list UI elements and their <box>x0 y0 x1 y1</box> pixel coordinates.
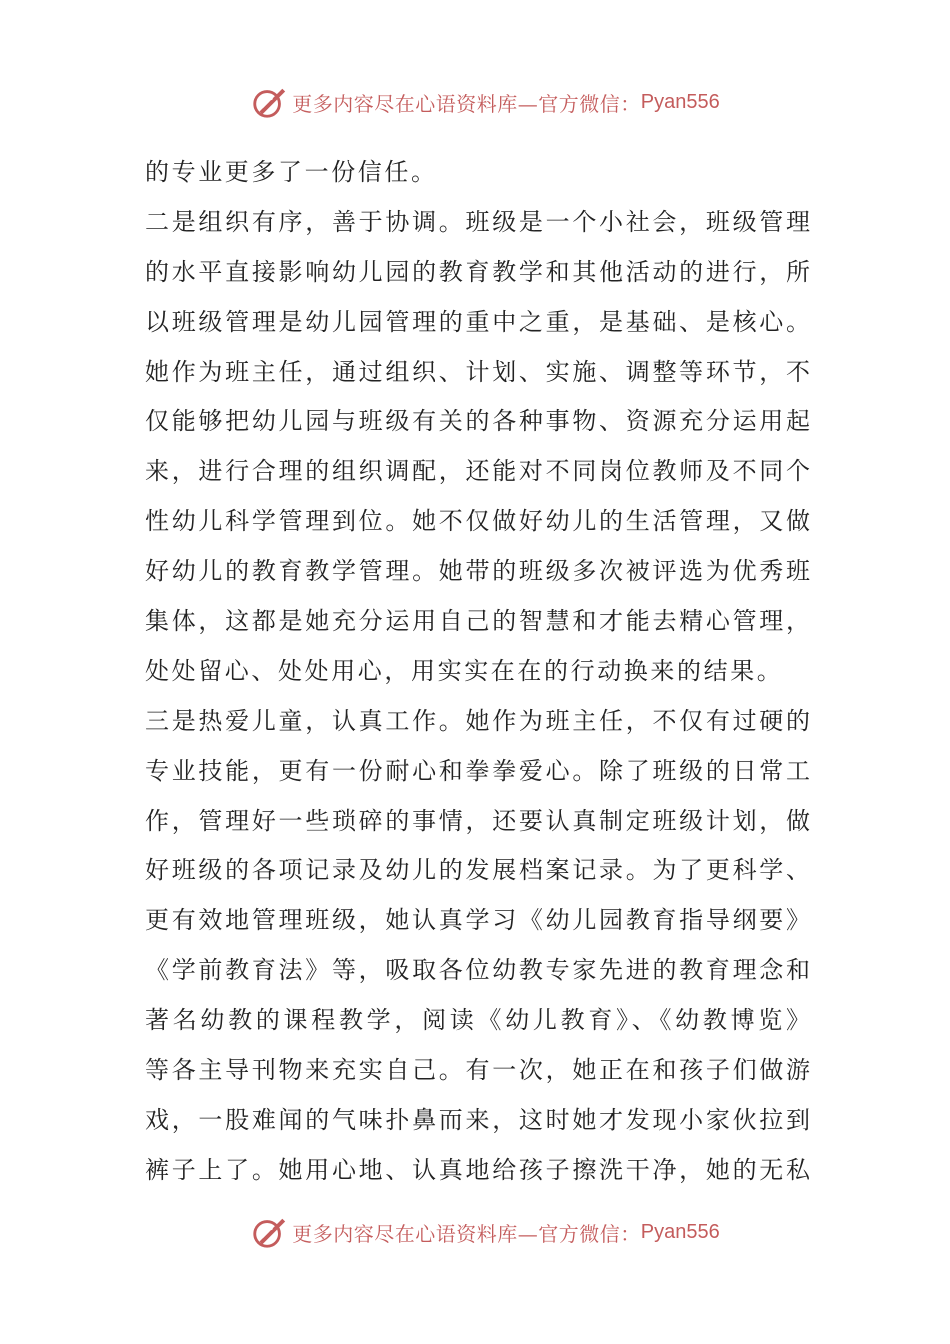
text-line: 处处留心、处处用心，用实实在在的行动换来的结果。 <box>145 656 784 685</box>
footer-banner-content <box>250 1213 719 1251</box>
text-line: 的专业更多了一份信任。 <box>145 158 438 186</box>
footer-banner <box>0 1212 950 1252</box>
quill-seal-icon <box>250 83 288 121</box>
text-line: 更有效地管理班级，她认真学习《幼儿园教育指导纲要》 <box>145 906 810 935</box>
text-line: 性幼儿科学管理到位。她不仅做好幼儿的生活管理，又做 <box>145 507 810 536</box>
footer-wechat-id: Pyan556 <box>640 1220 720 1243</box>
footer-brand-text: 更多内容尽在心语资料库—官方微信： <box>292 1221 641 1246</box>
text-line: 以班级管理是幼儿园管理的重中之重，是基础、是核心。 <box>145 307 810 336</box>
text-line: 好幼儿的教育教学管理。她带的班级多次被评选为优秀班 <box>145 557 810 586</box>
text-line: 的水平直接影响幼儿园的教育教学和其他活动的进行，所 <box>145 257 810 286</box>
text-line: 来，进行合理的组织调配，还能对不同岗位教师及不同个 <box>145 457 810 486</box>
text-line: 她作为班主任，通过组织、计划、实施、调整等环节，不 <box>145 357 810 386</box>
text-line: 等各主导刊物来充实自己。有一次，她正在和孩子们做游 <box>145 1056 810 1085</box>
quill-seal-icon <box>250 1213 288 1251</box>
header-banner <box>0 82 950 122</box>
text-line: 好班级的各项记录及幼儿的发展档案记录。为了更科学、 <box>145 856 810 885</box>
text-line: 三是热爱儿童，认真工作。她作为班主任，不仅有过硬的 <box>145 706 810 735</box>
text-line: 二是组织有序，善于协调。班级是一个小社会，班级管理 <box>145 207 810 236</box>
header-brand-text: 更多内容尽在心语资料库—官方微信： <box>292 91 641 116</box>
text-line: 著名幼教的课程教学，阅读《幼儿教育》、《幼教博览》 <box>145 1006 810 1035</box>
header-banner-content <box>250 83 719 121</box>
header-wechat-id: Pyan556 <box>640 90 720 113</box>
text-line: 集体，这都是她充分运用自己的智慧和才能去精心管理， <box>145 607 810 636</box>
text-line: 戏，一股难闻的气味扑鼻而来，这时她才发现小家伙拉到 <box>145 1105 810 1134</box>
text-line: 《学前教育法》等，吸取各位幼教专家先进的教育理念和 <box>145 956 810 985</box>
text-line: 裤子上了。她用心地、认真地给孩子擦洗干净，她的无私 <box>145 1155 810 1184</box>
document-body <box>145 148 810 1196</box>
text-line: 专业技能，更有一份耐心和拳拳爱心。除了班级的日常工 <box>145 756 810 785</box>
text-line: 作，管理好一些琐碎的事情，还要认真制定班级计划，做 <box>145 806 810 835</box>
text-line: 仅能够把幼儿园与班级有关的各种事物、资源充分运用起 <box>145 407 810 436</box>
